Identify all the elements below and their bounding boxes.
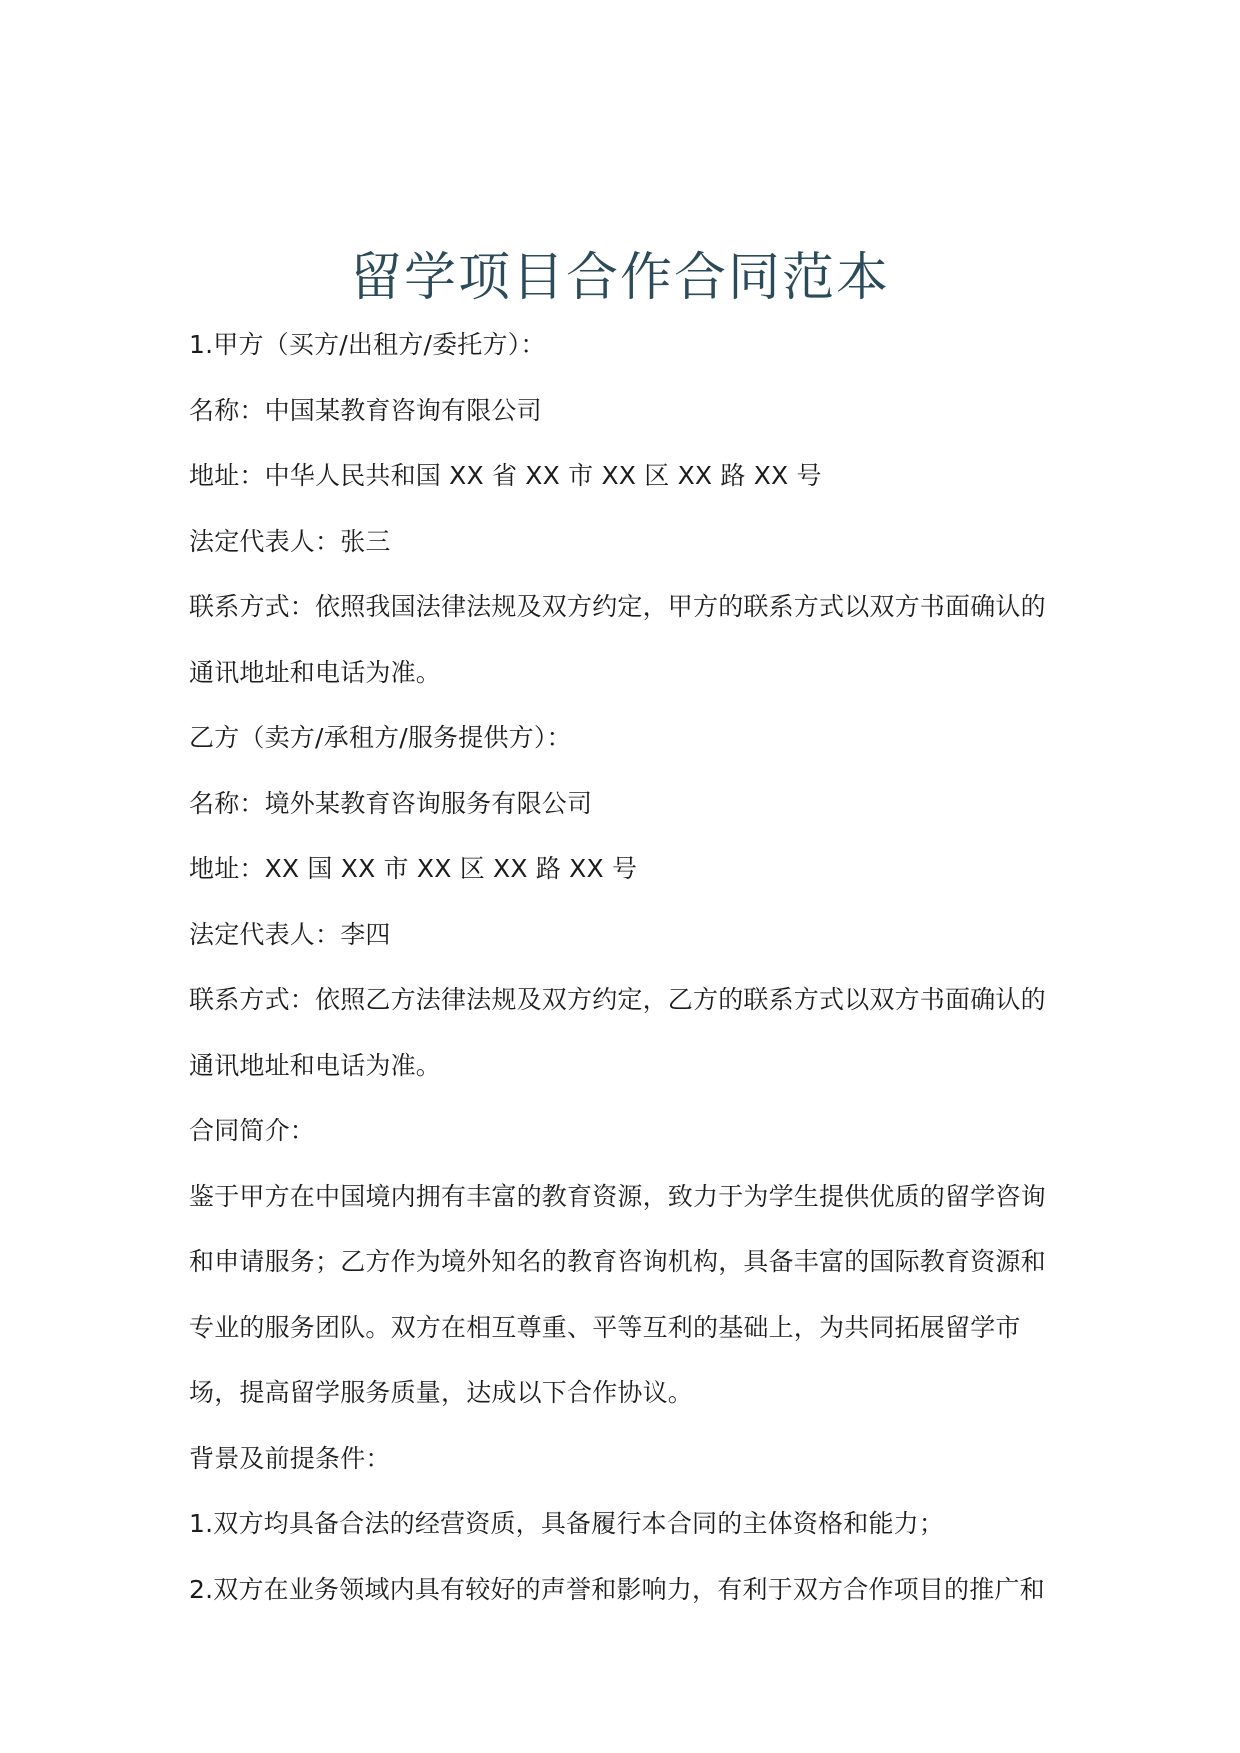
text-line: 名称：境外某教育咨询服务有限公司 bbox=[189, 788, 593, 818]
text-line: 名称：中国某教育咨询有限公司 bbox=[189, 395, 542, 425]
text-line: 法定代表人：李四 bbox=[189, 919, 391, 949]
document-body bbox=[189, 312, 1049, 1622]
text-line: 1.甲方（买方/出租方/委托方）： bbox=[189, 330, 546, 359]
text-line: 法定代表人：张三 bbox=[189, 526, 391, 556]
text-line: 2.双方在业务领域内具有较好的声誉和影响力，有利于双方合作项目的推广和 bbox=[189, 1574, 1045, 1604]
text-line: 通讯地址和电话为准。 bbox=[189, 1050, 442, 1080]
text-line: 场，提高留学服务质量，达成以下合作协议。 bbox=[189, 1378, 694, 1407]
text-line: 联系方式：依照我国法律法规及双方约定，甲方的联系方式以双方书面确认的 bbox=[189, 592, 1046, 621]
text-line: 联系方式：依照乙方法律法规及双方约定，乙方的联系方式以双方书面确认的 bbox=[189, 985, 1046, 1014]
text-line: 地址：中华人民共和国 XX 省 XX 市 XX 区 XX 路 XX 号 bbox=[189, 461, 822, 490]
text-line: 和申请服务；乙方作为境外知名的教育咨询机构，具备丰富的国际教育资源和 bbox=[189, 1247, 1046, 1276]
text-line: 背景及前提条件： bbox=[189, 1443, 391, 1473]
text-line: 地址：XX 国 XX 市 XX 区 XX 路 XX 号 bbox=[189, 854, 638, 883]
text-line: 乙方（卖方/承租方/服务提供方）： bbox=[189, 723, 572, 752]
document-title: 留学项目合作合同范本 bbox=[349, 247, 890, 308]
text-line: 专业的服务团队。双方在相互尊重、平等互利的基础上，为共同拓展留学市 bbox=[189, 1312, 1021, 1342]
text-line: 合同简介： bbox=[189, 1116, 316, 1145]
text-line: 通讯地址和电话为准。 bbox=[189, 657, 442, 687]
text-line: 1.双方均具备合法的经营资质，具备履行本合同的主体资格和能力； bbox=[189, 1509, 945, 1538]
text-line: 鉴于甲方在中国境内拥有丰富的教育资源，致力于为学生提供优质的留学咨询 bbox=[189, 1181, 1046, 1211]
